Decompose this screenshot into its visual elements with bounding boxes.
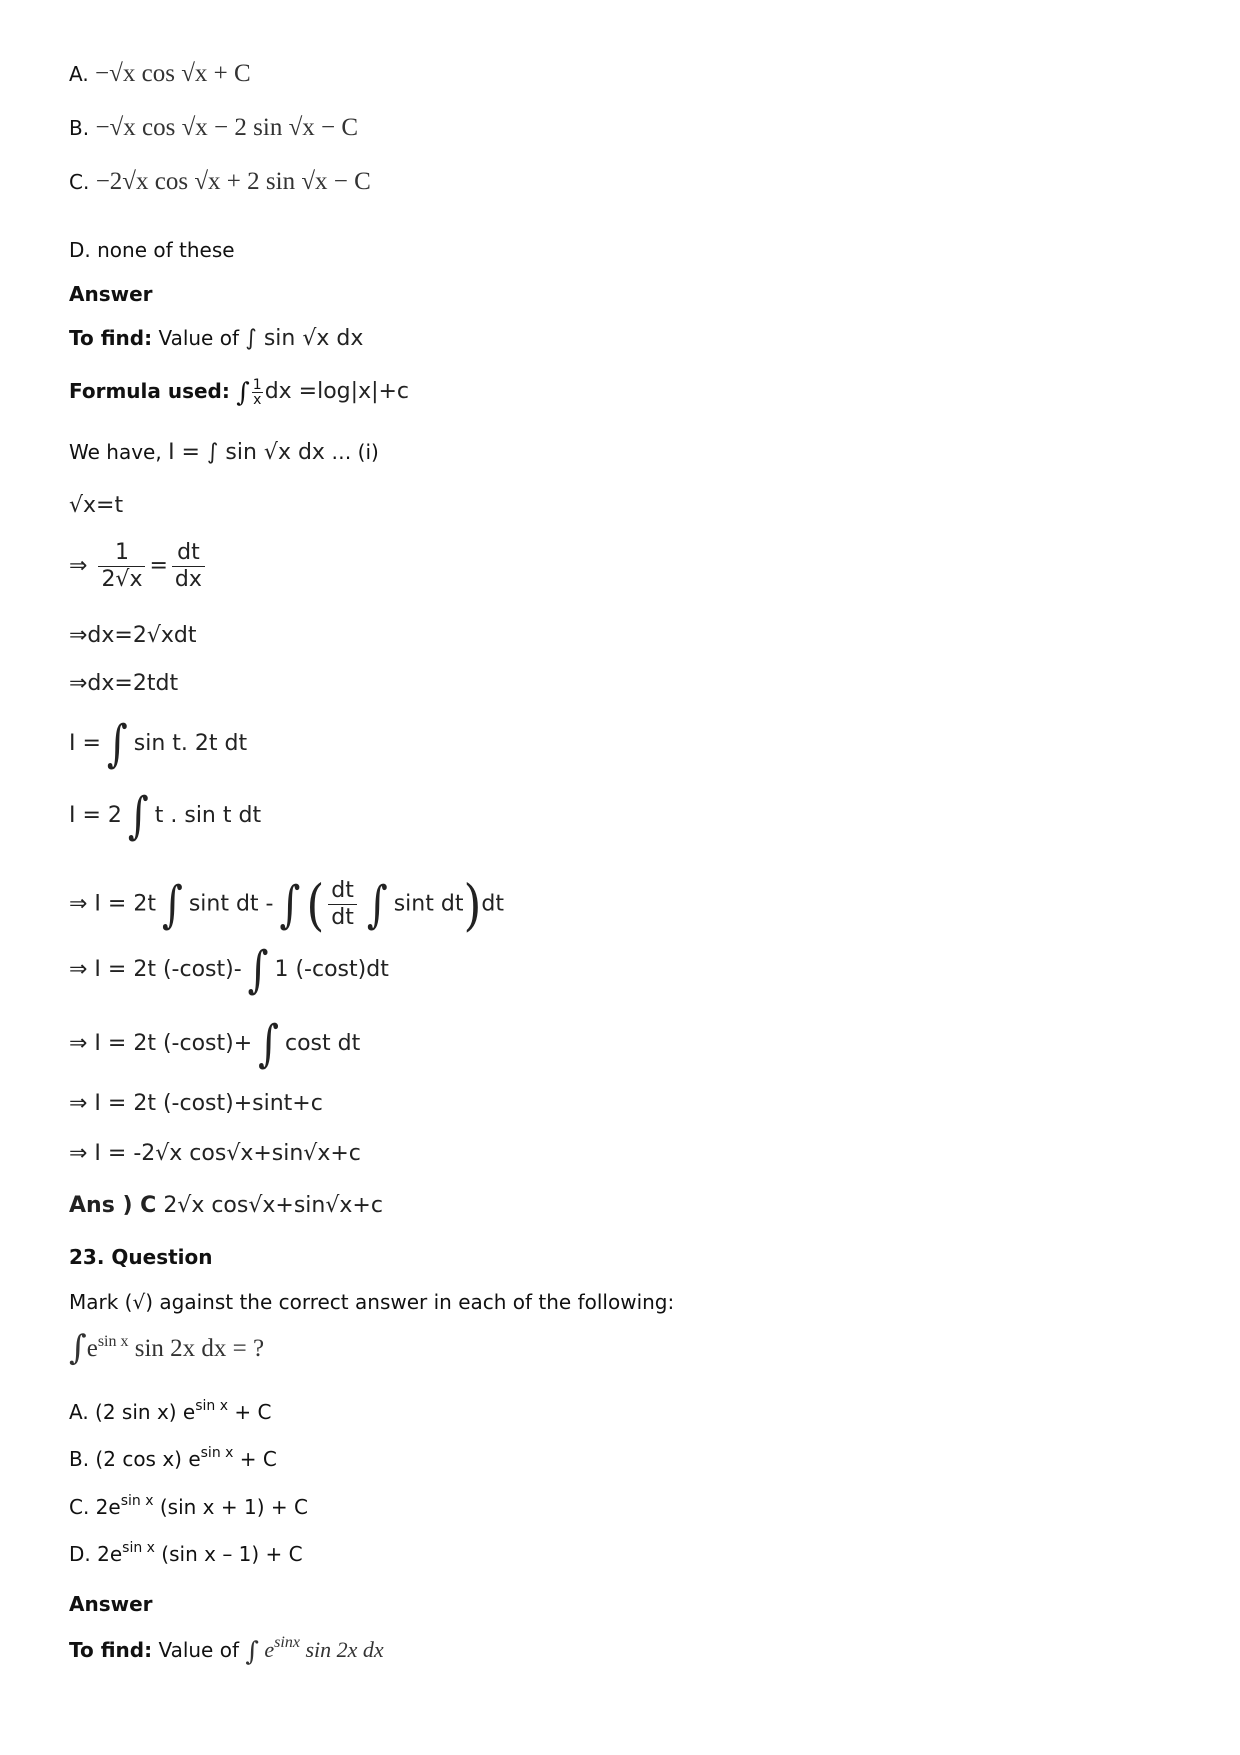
integral-body: sin 2x dx (305, 1637, 384, 1662)
integral-sign: ∫ (106, 715, 128, 773)
option-b-expr: −√x cos √x − 2 sin √x − C (95, 114, 359, 141)
step-part: dt (481, 891, 504, 917)
frac-den: 2√x (101, 567, 143, 592)
step-part: ⇒ I = 2t (-cost)- (69, 957, 242, 982)
step-dx-1: ⇒dx=2√xdt (69, 623, 197, 648)
step-dx-2: ⇒dx=2tdt (69, 671, 179, 696)
step-part: sint dt - (188, 891, 274, 917)
integral-body: sin 2x dx = ? (134, 1335, 265, 1362)
dt-fraction (328, 878, 357, 931)
exp-superscript: sinx (274, 1634, 300, 1651)
option-text: + C (228, 1400, 272, 1424)
step-derivative-rhs (172, 540, 205, 593)
step-rhs: sin t. 2t dt (133, 731, 248, 756)
option-a-label: A. (69, 62, 89, 86)
formula-line (69, 378, 409, 407)
integral-sign: ∫ (366, 875, 388, 934)
option-text: A. (2 sin x) e (69, 1400, 196, 1424)
option-b-label: B. (69, 116, 90, 140)
exp-base: e (264, 1637, 275, 1662)
implies-arrow: ⇒ (69, 553, 88, 579)
option-text: D. 2e (69, 1542, 123, 1566)
integral-sign: ∫ (69, 1328, 87, 1368)
option-c (69, 170, 371, 194)
final-answer-expr: 2√x cos√x+sin√x+c (163, 1193, 383, 1218)
to-find-expr (245, 1634, 384, 1667)
final-answer (69, 1194, 383, 1218)
option-superscript: sin x (122, 1540, 155, 1556)
frac-num: dt (328, 878, 357, 905)
step-substitution: √x=t (69, 493, 124, 518)
option-a-expr: −√x cos √x + C (95, 60, 251, 87)
step-result-t: ⇒ I = 2t (-cost)+sint+c (69, 1091, 323, 1116)
to-find-text: Value of (158, 326, 239, 350)
step-by-parts (69, 872, 504, 937)
final-answer-label: Ans ) C (69, 1193, 157, 1218)
q23-to-find-line (69, 1634, 384, 1667)
option-text: B. (2 cos x) e (69, 1447, 201, 1471)
equals-sign: = (149, 553, 168, 579)
question-integral (69, 1328, 265, 1368)
option-a (69, 62, 251, 86)
frac-num: dt (172, 540, 205, 567)
frac-den: dx (174, 567, 202, 592)
step-part: 1 (-cost)dt (274, 957, 389, 982)
left-paren: ( (306, 872, 325, 937)
step-integral-1 (69, 715, 248, 773)
option-c-expr: −2√x cos √x + 2 sin √x − C (95, 168, 371, 195)
question-instruction: Mark (√) against the correct answer in each of the following: (69, 1290, 675, 1314)
answer-heading: Answer (69, 282, 153, 306)
formula-frac-num: 1 (252, 377, 262, 393)
step-part: ⇒ I = 2t (69, 891, 156, 917)
option-superscript: sin x (200, 1445, 234, 1461)
equation-ref: … (i) (331, 440, 379, 464)
to-find-text: Value of (158, 1638, 239, 1662)
formula-frac-den: x (253, 392, 262, 408)
step-rhs: t . sin t dt (154, 803, 262, 828)
integral-sign: ∫ (127, 787, 149, 845)
option-text: C. 2e (69, 1495, 121, 1519)
step-result-x: ⇒ I = -2√x cos√x+sin√x+c (69, 1141, 361, 1166)
q23-option-b (69, 1447, 277, 1471)
option-superscript: sin x (195, 1398, 229, 1414)
step-derivative (69, 540, 209, 593)
q23-option-a (69, 1400, 271, 1424)
to-find-label: To find: (69, 1638, 153, 1662)
q23-option-d (69, 1542, 303, 1566)
option-b (69, 116, 358, 140)
to-find-expr: ∫ sin √x dx (245, 326, 364, 351)
q23-option-c (69, 1495, 308, 1519)
option-text: (sin x + 1) + C (153, 1495, 308, 1519)
step-part: cost dt (284, 1031, 361, 1056)
question-heading: 23. Question (69, 1245, 213, 1269)
integral-sign: ∫ (236, 378, 250, 408)
frac-num: 1 (98, 540, 145, 567)
option-text: (sin x – 1) + C (154, 1542, 303, 1566)
step-by-parts-2 (69, 941, 389, 999)
formula-fraction (252, 378, 263, 407)
integral-sign: ∫ (245, 1637, 259, 1667)
right-paren: ) (463, 872, 482, 937)
we-have-line (69, 440, 379, 465)
step-by-parts-3 (69, 1015, 361, 1073)
option-d: D. none of these (69, 238, 235, 262)
frac-den: dt (331, 905, 354, 930)
step-lhs: I = (69, 731, 101, 756)
formula-label: Formula used: (69, 379, 230, 403)
formula-rhs: dx =log|x|+c (264, 379, 410, 404)
step-part: ⇒ I = 2t (-cost)+ (69, 1031, 253, 1056)
step-integral-2 (69, 787, 262, 845)
option-text: + C (233, 1447, 277, 1471)
option-c-label: C. (69, 170, 90, 194)
integral-sign: ∫ (161, 875, 183, 934)
exp-base: e (86, 1335, 98, 1362)
integral-sign: ∫ (258, 1015, 279, 1073)
to-find-line (69, 326, 363, 351)
integral-sign: ∫ (279, 875, 301, 934)
we-have-text: We have, (69, 440, 162, 464)
q23-answer-heading: Answer (69, 1592, 153, 1616)
step-lhs: I = 2 (69, 803, 122, 828)
we-have-expr: I = ∫ sin √x dx (168, 440, 325, 465)
integral-sign: ∫ (247, 941, 269, 999)
to-find-label: To find: (69, 326, 153, 350)
exp-superscript: sin x (97, 1333, 129, 1350)
option-superscript: sin x (120, 1493, 154, 1509)
step-derivative-lhs (98, 540, 145, 593)
step-part: sint dt (393, 891, 464, 917)
